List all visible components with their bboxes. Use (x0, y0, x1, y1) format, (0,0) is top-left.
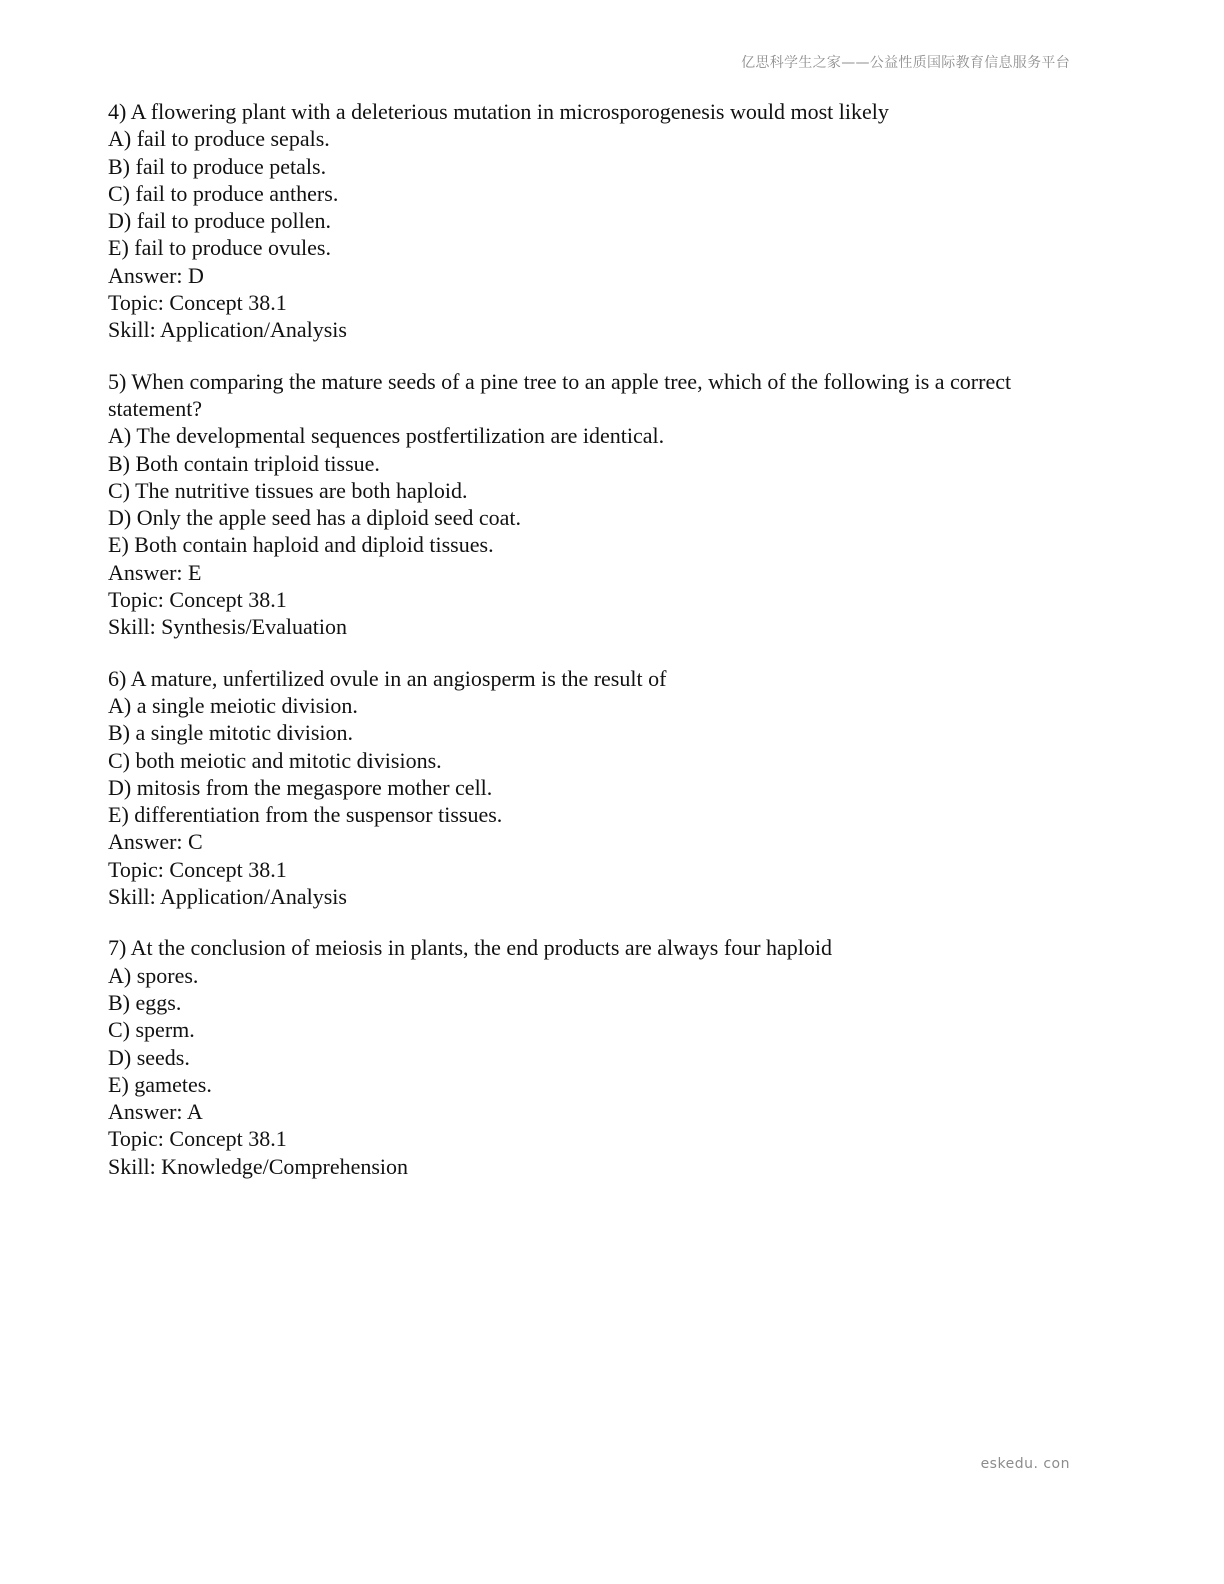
skill-line: Skill: Application/Analysis (108, 884, 347, 910)
option-e: E) Both contain haploid and diploid tissues. (108, 532, 494, 558)
option-c: C) sperm. (108, 1017, 195, 1043)
skill-line: Skill: Application/Analysis (108, 317, 347, 343)
topic-line: Topic: Concept 38.1 (108, 587, 287, 613)
option-e: E) fail to produce ovules. (108, 235, 331, 261)
question-stem: 7) At the conclusion of meiosis in plants, the end products are always four haploid (108, 935, 833, 961)
answer-line: Answer: A (108, 1099, 203, 1125)
option-d: D) seeds. (108, 1044, 190, 1070)
option-e: E) gametes. (108, 1071, 212, 1097)
topic-line: Topic: Concept 38.1 (108, 1126, 287, 1152)
question-stem: 4) A flowering plant with a deleterious mutation in microsporogenesis would most likely (108, 99, 889, 124)
option-a: A) fail to produce sepals. (108, 126, 330, 152)
option-c: C) The nutritive tissues are both haploid. (108, 477, 468, 503)
option-d: D) fail to produce pollen. (108, 208, 331, 234)
topic-line: Topic: Concept 38.1 (108, 290, 287, 316)
option-e: E) differentiation from the suspensor tissues. (108, 802, 503, 828)
skill-line: Skill: Synthesis/Evaluation (108, 614, 347, 640)
option-c: C) fail to produce anthers. (108, 180, 339, 206)
option-b: B) Both contain triploid tissue. (108, 450, 380, 476)
answer-line: Answer: D (108, 262, 204, 288)
answer-line: Answer: C (108, 829, 203, 855)
option-d: D) mitosis from the megaspore mother cell. (108, 774, 493, 800)
question-list (108, 98, 1098, 1180)
option-a: A) spores. (108, 962, 199, 988)
skill-line: Skill: Knowledge/Comprehension (108, 1153, 409, 1179)
question-stem: 5) When comparing the mature seeds of a pine tree to an apple tree, which of the following is a correct statement? (108, 368, 1012, 421)
option-c: C) both meiotic and mitotic divisions. (108, 747, 442, 773)
question-5 (108, 368, 1098, 641)
option-b: B) a single mitotic division. (108, 720, 354, 746)
option-d: D) Only the apple seed has a diploid seed coat. (108, 505, 521, 531)
option-a: A) a single meiotic division. (108, 692, 358, 718)
answer-line: Answer: E (108, 559, 202, 585)
question-7 (108, 934, 1098, 1180)
topic-line: Topic: Concept 38.1 (108, 856, 287, 882)
question-stem: 6) A mature, unfertilized ovule in an angiosperm is the result of (108, 665, 667, 691)
page-header-watermark: 亿思科学生之家——公益性质国际教育信息服务平台 (741, 55, 1070, 71)
option-a: A) The developmental sequences postfertilization are identical. (108, 423, 665, 449)
question-6 (108, 665, 1098, 911)
option-b: B) eggs. (108, 989, 182, 1015)
page-footer-site: eskedu. con (980, 1456, 1070, 1472)
question-4 (108, 98, 1098, 344)
option-b: B) fail to produce petals. (108, 153, 327, 179)
